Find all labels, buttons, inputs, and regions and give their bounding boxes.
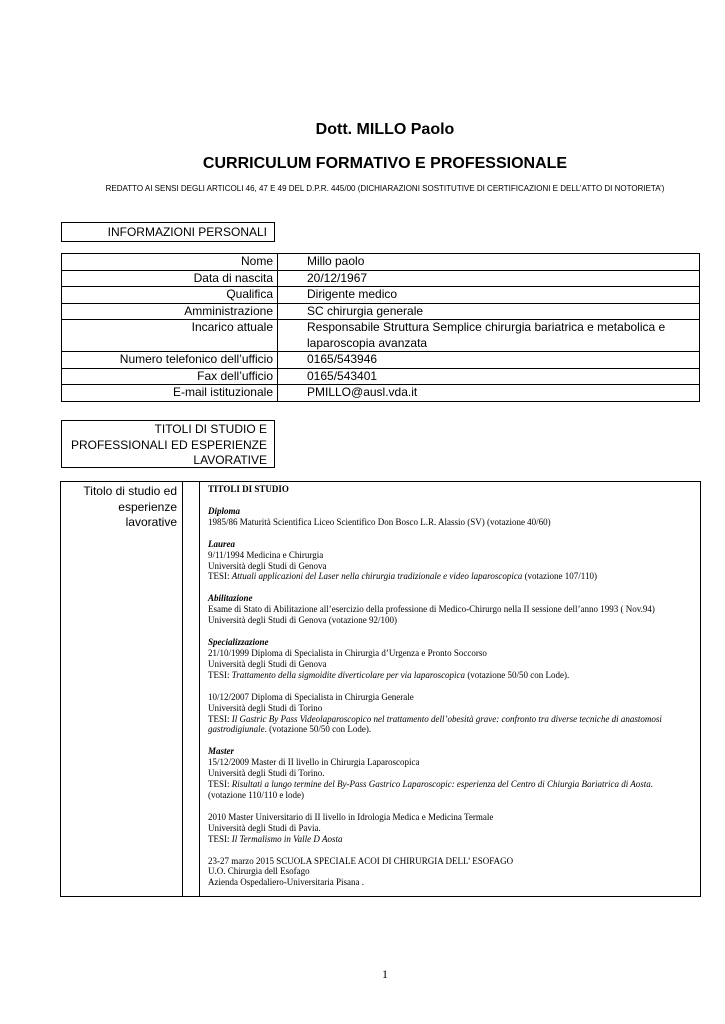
table-row — [62, 303, 700, 320]
row-value: 20/12/1967 — [278, 270, 700, 287]
scuola-entry: 23-27 marzo 2015 SCUOLA SPECIALE ACOI DI CHIRURGIA DELL’ ESOFAGO — [208, 855, 514, 866]
row-value: 0165/543946 — [278, 352, 700, 369]
master-entry: 15/12/2009 Master di II livello in Chirurgia Laparoscopica — [208, 757, 420, 768]
page-title: Dott. MILLO Paolo — [315, 121, 455, 138]
education-heading: TITOLI DI STUDIO — [208, 484, 289, 494]
table-row — [62, 254, 700, 271]
personal-info-section-label: INFORMAZIONI PERSONALI — [61, 222, 275, 242]
row-value-line: laparoscopia avanzata — [307, 335, 428, 350]
laurea-heading: Laurea — [208, 538, 235, 549]
titoli-label-line: PROFESSIONALI ED ESPERIENZE — [70, 437, 267, 452]
personal-info-table — [61, 253, 700, 402]
abilitazione-heading: Abilitazione — [208, 593, 253, 604]
specializzazione-heading: Specializzazione — [208, 637, 269, 648]
thesis-title: Risultati a lungo termine del By-Pass Gastrico Laparoscopic: esperienza del Centro di Chiurgia Bariatrica di Aosta. — [231, 779, 654, 790]
row-label: E-mail istituzionale — [62, 385, 278, 402]
row-value-line: Responsabile Struttura Semplice chirurgia bariatrica e metabolica e — [307, 320, 666, 334]
master2-thesis: TESI: Il Termalismo in Valle D Aosta — [208, 833, 343, 844]
laurea-university: Università degli Studi di Genova — [208, 560, 327, 571]
spec2-thesis: TESI: Il Gastric By Pass Videolaparoscopico nel trattamento dell’obesità grave: confronto tra diverse tecniche di anastomosi — [208, 713, 662, 724]
row-value: PMILLO@ausl.vda.it — [278, 385, 700, 402]
row-value: SC chirurgia generale — [278, 303, 700, 320]
thesis-title: Trattamento della sigmoidite diverticolare per via laparoscopica — [231, 669, 466, 680]
education-content — [208, 484, 700, 888]
education-left-label — [61, 482, 183, 896]
legal-reference: REDATTO AI SENSI DEGLI ARTICOLI 46, 47 E 49 DEL D.P.R. 445/00 (DICHIARAZIONI SOSTITUTIVE DI CERTIFICAZIONI E DELL’ATTO DI NOTORIETA’) — [105, 184, 665, 193]
table-row — [62, 352, 700, 369]
diploma-entry: 1985/86 Maturità Scientifica Liceo Scientifico Don Bosco L.R. Alassio (SV) (votazione 40/60) — [208, 516, 551, 527]
master-thesis: TESI: Risultati a lungo termine del By-Pass Gastrico Laparoscopic: esperienza del Centro di Chiurgia Bariatrica di Aosta. — [208, 779, 654, 790]
thesis-title: Il Gastric By Pass Videolaparoscopico nel trattamento dell’obesità grave: confronto tra diverse tecniche di anastomosi — [231, 713, 662, 724]
spec-entry: 21/10/1999 Diploma di Specialista in Chirurgia d’Urgenza e Pronto Soccorso — [208, 647, 487, 658]
table-row — [62, 320, 700, 352]
master-vote: (votazione 110/110 e lode) — [208, 789, 305, 800]
row-label: Nome — [62, 254, 278, 271]
abilitazione-university: Università degli Studi di Genova (votazione 92/100) — [208, 615, 397, 626]
diploma-heading: Diploma — [208, 505, 241, 516]
master2-entry: 2010 Master Universitario di II livello in Idrologia Medica e Medicina Termale — [208, 811, 494, 822]
row-label: Qualifica — [62, 287, 278, 304]
row-label: Numero telefonico dell’ufficio — [62, 352, 278, 369]
master-heading: Master — [208, 746, 235, 757]
titoli-label-line: LAVORATIVE — [193, 453, 267, 467]
spec-university: Università degli Studi di Genova — [208, 658, 327, 669]
laurea-date: 9/11/1994 Medicina e Chirurgia — [208, 549, 324, 560]
table-row — [62, 270, 700, 287]
education-label-line: esperienze — [118, 499, 177, 514]
row-label: Incarico attuale — [62, 320, 278, 352]
scuola-unit: U.O. Chirurgia dell Esofago — [208, 866, 310, 877]
row-value: Millo paolo — [278, 254, 700, 271]
row-value: 0165/543401 — [278, 368, 700, 385]
table-row — [62, 287, 700, 304]
master2-university: Università degli Studi di Pavia. — [208, 822, 321, 833]
education-label-line: lavorative — [125, 515, 177, 529]
abilitazione-entry: Esame di Stato di Abilitazione all’esercizio della professione di Medico-Chirurgo nella II sessione dell’anno 1993 ( Nov.94) — [208, 604, 655, 615]
row-value: Dirigente medico — [278, 287, 700, 304]
spec2-university: Università degli Studi di Torino — [208, 702, 323, 713]
spec2-entry: 10/12/2007 Diploma di Specialista in Chirurgia Generale — [208, 691, 414, 702]
titoli-label-line: TITOLI DI STUDIO E — [154, 422, 267, 436]
thesis-title: gastrodigiunale — [208, 724, 265, 735]
row-label: Fax dell’ufficio — [62, 368, 278, 385]
titoli-section-label — [61, 420, 275, 468]
education-table — [60, 481, 701, 897]
table-row — [62, 385, 700, 402]
thesis-title: Attuali applicazioni del Laser nella chirurgia tradizionale e video laparoscopica — [231, 571, 523, 582]
row-value — [278, 320, 700, 352]
scuola-hospital: Azienda Ospedaliero-Universitaria Pisana . — [208, 877, 364, 888]
laurea-thesis: TESI: Attuali applicazioni del Laser nella chirurgia tradizionale e video laparoscopica (votazione 107/110) — [208, 571, 597, 582]
education-label-line: Titolo di studio ed — [83, 484, 177, 498]
page-number: 1 — [382, 967, 388, 981]
document-subtitle: CURRICULUM FORMATIVO E PROFESSIONALE — [202, 155, 568, 172]
master-university: Università degli Studi di Torino. — [208, 768, 325, 779]
column-divider — [199, 482, 200, 896]
row-label: Amministrazione — [62, 303, 278, 320]
table-row — [62, 368, 700, 385]
row-label: Data di nascita — [62, 270, 278, 287]
spec2-thesis-cont: gastrodigiunale. (votazione 50/50 con Lode). — [208, 724, 372, 735]
thesis-title: Il Termalismo in Valle D Aosta — [231, 833, 343, 844]
spec-thesis: TESI: Trattamento della sigmoidite diverticolare per via laparoscopica (votazione 50/50 con Lode). — [208, 669, 570, 680]
